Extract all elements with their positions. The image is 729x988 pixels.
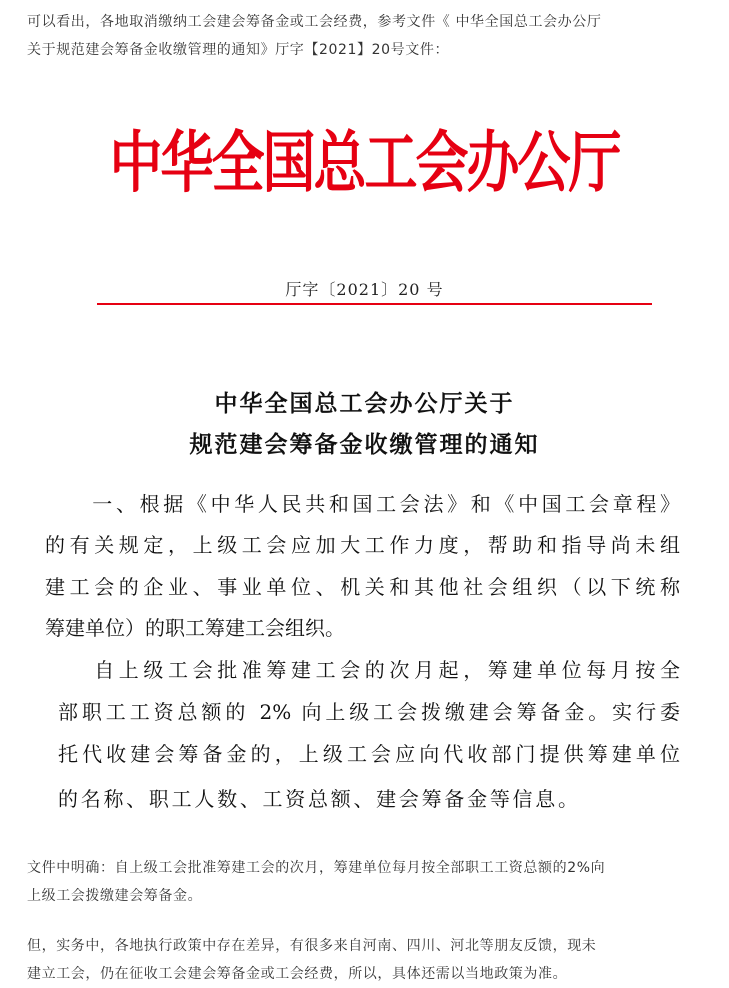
body-line: 托代收建会筹备金的，上级工会应向代收部门提供筹建单位	[58, 742, 680, 766]
text-line: 关于规范建会筹备金收缴管理的通知》厅字【2021】20号文件：	[27, 42, 450, 58]
text-line: 可以看出，各地取消缴纳工会建会筹备金或工会经费，参考文件《 中华全国总工会办公厅	[27, 14, 602, 30]
notice-title-line: 中华全国总工会办公厅关于	[214, 390, 515, 417]
intro-paragraph	[27, 8, 717, 64]
body-line: 的名称、职工人数、工资总额、建会筹备金等信息。	[58, 787, 578, 811]
body-line: 建工会的企业、事业单位、机关和其他社会组织（以下统称	[45, 575, 680, 599]
document-number: 厅字〔2021〕20 号	[285, 280, 444, 299]
body-line: 自上级工会批准筹建工会的次月起，筹建单位每月按全	[45, 658, 680, 682]
text-line: 但，实务中，各地执行政策中存在差异，有很多来自河南、四川、河北等朋友反馈，现未	[27, 938, 597, 954]
summary-paragraph	[27, 854, 717, 910]
issuer-header: 中华全国总工会办公厅	[109, 124, 620, 202]
notice-title-line: 规范建会筹备金收缴管理的通知	[189, 431, 540, 458]
body-line: 一、根据《中华人民共和国工会法》和《中国工会章程》	[45, 492, 680, 516]
conclusion-paragraph	[27, 932, 717, 988]
body-line: 部职工工资总额的 2% 向上级工会拨缴建会筹备金。实行委	[58, 700, 680, 724]
text-line: 上级工会拨缴建会筹备金。	[27, 888, 203, 904]
document-image	[0, 95, 729, 835]
red-divider	[97, 303, 652, 305]
body-line: 筹建单位）的职工筹建工会组织。	[45, 616, 345, 640]
body-line: 的有关规定，上级工会应加大工作力度，帮助和指导尚未组	[45, 533, 680, 557]
text-line: 建立工会，仍在征收工会建会筹备金或工会经费，所以，具体还需以当地政策为准。	[27, 966, 568, 982]
text-line: 文件中明确：自上级工会批准筹建工会的次月，筹建单位每月按全部职工工资总额的2%向	[27, 860, 606, 876]
